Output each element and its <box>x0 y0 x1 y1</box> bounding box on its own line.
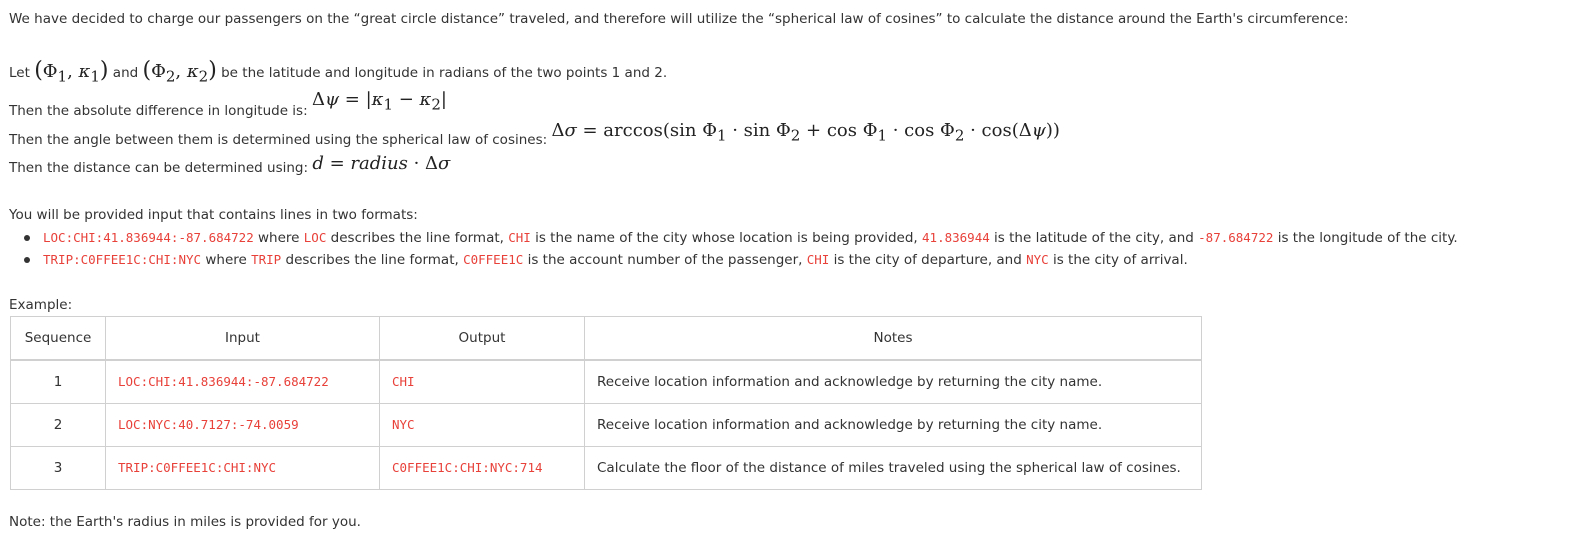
cell-sequence: 1 <box>11 360 106 404</box>
intro-text: We have decided to charge our passengers on the “great circle distance” traveled, and therefore will utilize the “spherical law of cosines” to calculate the distance around the Earth's circumference: <box>9 11 1349 27</box>
list-item-trip <box>9 249 1458 271</box>
example-table <box>10 316 1202 490</box>
let-prefix: Let <box>9 65 30 81</box>
loc-example-code: LOC:CHI:41.836944:-87.684722 <box>43 230 254 245</box>
cell-input <box>106 360 380 404</box>
cell-notes: Receive location information and acknowledge by returning the city name. <box>585 404 1202 447</box>
trip-code-3: CHI <box>806 252 830 267</box>
trip-code-4: NYC <box>1026 252 1049 267</box>
loc-text-3: is the name of the city whose location is being provided, <box>535 230 918 246</box>
loc-text-2: describes the line format, <box>330 230 504 246</box>
trip-code-2: C0FFEE1C <box>463 252 524 267</box>
format-list <box>9 227 1458 271</box>
trip-text-4: is the city of departure, and <box>833 252 1022 268</box>
cell-output <box>380 447 585 490</box>
abs-diff-text: Then the absolute difference in longitude is: <box>9 103 308 119</box>
output-code: CHI <box>392 374 415 389</box>
cell-sequence: 3 <box>11 447 106 490</box>
loc-code-1: LOC <box>303 230 327 245</box>
input-code: LOC:CHI:41.836944:-87.684722 <box>118 374 329 389</box>
distance-text: Then the distance can be determined using: <box>9 160 309 176</box>
output-code: C0FFEE1C:CHI:NYC:714 <box>392 460 543 475</box>
input-code: LOC:NYC:40.7127:-74.0059 <box>118 417 299 432</box>
loc-text-1: where <box>258 230 300 246</box>
header-output: Output <box>380 317 585 361</box>
header-notes: Notes <box>585 317 1202 361</box>
loc-code-3: 41.836944 <box>922 230 990 245</box>
delta-sigma-formula: Δσ = arccos(sin $\Phi_1 \cdot \sin \Phi_2 + \cos \Phi_1 \cdot \cos \Phi_2 \cdot \cos(\Delta\psi)$) <box>551 120 1060 145</box>
angle-line <box>9 120 1060 148</box>
cell-input <box>106 447 380 490</box>
trip-code-1: TRIP <box>251 252 282 267</box>
loc-code-2: CHI <box>508 230 531 245</box>
abs-diff-line <box>9 89 447 119</box>
trip-text-5: is the city of arrival. <box>1052 252 1188 268</box>
cell-notes: Calculate the floor of the distance of miles traveled using the spherical law of cosines. <box>585 447 1202 490</box>
cell-input <box>106 404 380 447</box>
point-2-formula: ($\Phi_2$, $\kappa_2$) <box>142 58 217 86</box>
cell-output <box>380 360 585 404</box>
trip-example-code: TRIP:C0FFEE1C:CHI:NYC <box>43 252 202 267</box>
distance-line <box>9 153 450 174</box>
header-input: Input <box>106 317 380 361</box>
loc-code-4: -87.684722 <box>1198 230 1274 245</box>
let-line <box>9 58 667 86</box>
distance-formula: d = radius · Δσ <box>312 153 451 174</box>
loc-text-5: is the longitude of the city. <box>1277 230 1458 246</box>
example-label: Example: <box>9 297 73 313</box>
list-item-loc <box>9 227 1458 249</box>
input-code: TRIP:C0FFEE1C:CHI:NYC <box>118 460 277 475</box>
trip-text-1: where <box>205 252 247 268</box>
table-row <box>11 447 1202 490</box>
table-header-row <box>11 317 1202 361</box>
formats-intro: You will be provided input that contains lines in two formats: <box>9 207 418 223</box>
let-suffix: be the latitude and longitude in radians of the two points 1 and 2. <box>221 65 668 81</box>
delta-psi-formula: $\Delta\psi = |\kappa_1 - \kappa_2|$ <box>311 89 447 114</box>
angle-text: Then the angle between them is determined using the spherical law of cosines: <box>9 132 548 148</box>
cell-notes: Receive location information and acknowledge by returning the city name. <box>585 360 1202 404</box>
trip-text-3: is the account number of the passenger, <box>527 252 803 268</box>
point-1-formula: ($\Phi_1$, $\kappa_1$) <box>34 58 109 86</box>
radius-note: Note: the Earth's radius in miles is provided for you. <box>9 514 361 530</box>
table-row <box>11 360 1202 404</box>
table-row <box>11 404 1202 447</box>
cell-sequence: 2 <box>11 404 106 447</box>
header-sequence: Sequence <box>11 317 106 361</box>
cell-output <box>380 404 585 447</box>
trip-text-2: describes the line format, <box>285 252 459 268</box>
output-code: NYC <box>392 417 415 432</box>
loc-text-4: is the latitude of the city, and <box>994 230 1194 246</box>
let-and: and <box>112 65 139 81</box>
